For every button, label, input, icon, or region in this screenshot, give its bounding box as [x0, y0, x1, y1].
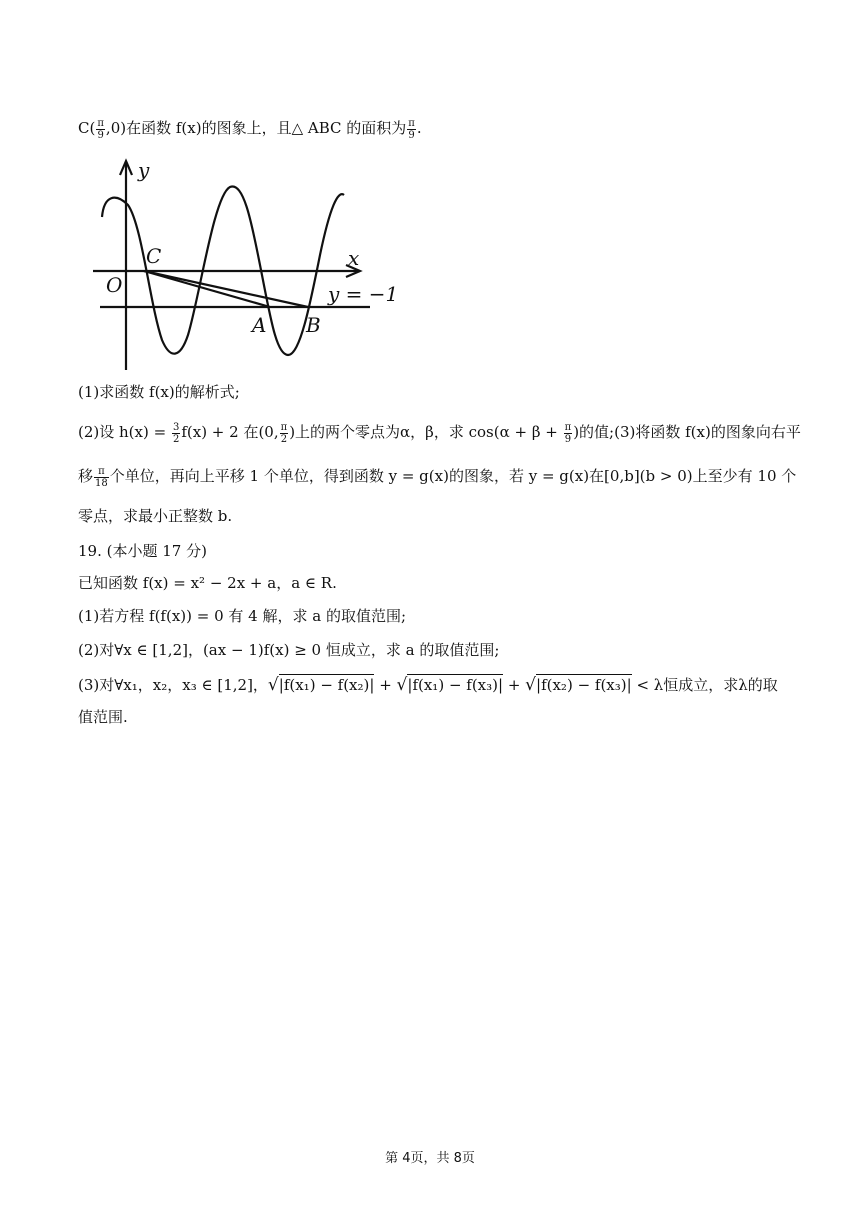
fraction: $\frac{\pi}{18}$: [95, 465, 108, 489]
text: ,0)在函数 f(x)的图象上，且△ ABC 的面积为: [105, 119, 407, 137]
problem-19-q3-cont: 值范围.: [78, 708, 128, 726]
label-y: y: [138, 158, 150, 182]
segment-ca: [144, 271, 270, 307]
label-line: y = −1: [328, 282, 398, 306]
label-x: x: [348, 246, 360, 270]
problem-19-q1: (1)若方程 f(f(x)) = 0 有 4 解，求 a 的取值范围;: [78, 607, 407, 625]
fraction: $\frac{\pi}{9}$: [408, 117, 415, 141]
text: C(: [78, 119, 96, 137]
fraction: $\frac{3}{2}$: [172, 421, 180, 445]
label-b: B: [306, 313, 321, 337]
problem-19-q2: (2)对∀x ∈ [1,2]，(ax − 1)f(x) ≥ 0 恒成立，求 a 的取值范围;: [78, 641, 500, 659]
sqrt-term: |f(x₁) − f(x₂)|: [278, 676, 375, 694]
sqrt-term: |f(x₂) − f(x₃)|: [536, 676, 632, 694]
problem-19-q3: (3)对∀x₁，x₂，x₃ ∈ [1,2]，√|f(x₁) − f(x₂)| + √|f(x₁) − f(x₃)| + √|f(x₂) − f(x₃)| < λ恒成立，求λ的取: [78, 675, 778, 695]
fraction: $\frac{\pi}{2}$: [280, 421, 288, 445]
sine-graph-figure: [88, 155, 398, 375]
problem-19-title: 19. (本小题 17 分): [78, 542, 207, 560]
segment-cb: [144, 271, 308, 307]
label-origin: O: [106, 273, 123, 297]
question-1: (1)求函数 f(x)的解析式;: [78, 383, 240, 401]
question-3-cont: 零点，求最小正整数 b.: [78, 507, 233, 525]
intro-line: C( $\frac{\pi}{9}$ ,0)在函数 f(x)的图象上，且△ ABC 的面积为 $\frac{\pi}{9}$ .: [78, 117, 422, 141]
fraction: $\frac{\pi}{9}$: [564, 421, 572, 445]
question-3: 移 $\frac{\pi}{18}$ 个单位，再向上平移 1 个单位，得到函数 y = g(x)的图象，若 y = g(x)在[0,b](b > 0)上至少有 10 个: [78, 465, 797, 489]
question-2: (2)设 h(x) = $\frac{3}{2}$ f(x) + 2 在(0, $\frac{\pi}{2}$ )上的两个零点为α，β，求 cos(α + β + $\frac{\pi}{9}$ )的值;(3)将函数 f(x)的图象向右平: [78, 421, 801, 445]
sqrt-term: |f(x₁) − f(x₃)|: [407, 676, 504, 694]
label-a: A: [252, 313, 267, 337]
problem-19-given: 已知函数 f(x) = x² − 2x + a，a ∈ R.: [78, 574, 337, 592]
fraction: $\frac{\pi}{9}$: [97, 117, 104, 141]
page-footer: 第 4页，共 8页: [385, 1151, 475, 1166]
label-c: C: [146, 244, 162, 268]
